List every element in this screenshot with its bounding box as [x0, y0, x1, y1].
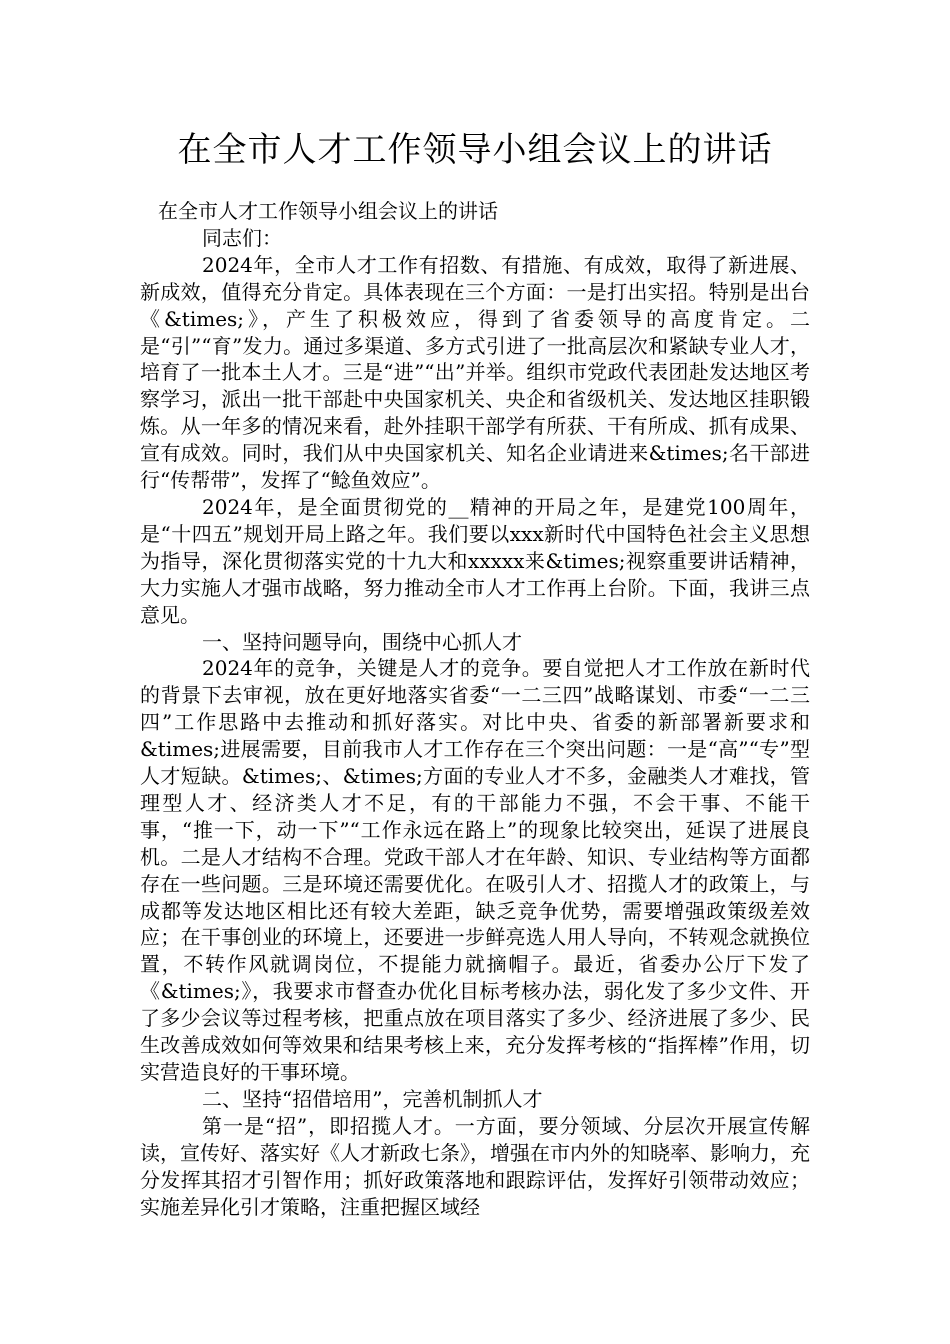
paragraph-goals-2024: 2024年，是全面贯彻党的__精神的开局之年，是建党100周年，是“十四五”规划开局上路之年。我们要以xxx新时代中国特色社会主义思想为指导，深化贯彻落实党的十九大和xxxxx来&times;视察重要讲话精神，大力实施人才强市战略，努力推动全市人才工作再上台阶。下面，我讲三点意见。: [140, 494, 810, 627]
paragraph-summary-2024: 2024年，全市人才工作有招数、有措施、有成效，取得了新进展、新成效，值得充分肯定。具体表现在三个方面：一是打出实招。特别是出台《&times;》，产生了积极效应，得到了省委领导的高度肯定。二是“引”“育”发力。通过多渠道、多方式引进了一批高层次和紧缺专业人才，培育了一批本土人才。三是“进”“出”并举。组织市党政代表团赴发达地区考察学习，派出一批干部赴中央国家机关、央企和省级机关、发达地区挂职锻炼。从一年多的情况来看，赴外挂职干部学有所获、干有所成、抓有成果、宣有成效。同时，我们从中央国家机关、知名企业请进来&times;名干部进行“传帮带”，发挥了“鲶鱼效应”。: [140, 252, 810, 493]
document-subtitle: 在全市人才工作领导小组会议上的讲话: [158, 199, 498, 223]
section-heading-2: 二、坚持“招借培用”，完善机制抓人才: [202, 1086, 543, 1111]
section-heading-1: 一、坚持问题导向，围绕中心抓人才: [202, 629, 522, 654]
greeting: 同志们：: [202, 225, 282, 250]
paragraph-section-2: 第一是“招”，即招揽人才。一方面，要分领域、分层次开展宣传解读，宣传好、落实好《人才新政七条》，增强在市内外的知晓率、影响力，充分发挥其招才引智作用；抓好政策落地和跟踪评估，发挥好引领带动效应；实施差异化引才策略，注重把握区域经: [140, 1113, 810, 1219]
paragraph-section-1: 2024年的竞争，关键是人才的竞争。要自觉把人才工作放在新时代的背景下去审视，放在更好地落实省委“一二三四”战略谋划、市委“一二三四”工作思路中去推动和抓好落实。对比中央、省委的新部署新要求和&times;进展需要，目前我市人才工作存在三个突出问题：一是“高”“专”型人才短缺。&times;、&times;方面的专业人才不多，金融类人才难找，管理型人才、经济类人才不足，有的干部能力不强，不会干事、不能干事，“推一下，动一下”“工作永远在路上”的现象比较突出，延误了进展良机。二是人才结构不合理。党政干部人才在年龄、知识、专业结构等方面都存在一些问题。三是环境还需要优化。在吸引人才、招揽人才的政策上，与成都等发达地区相比还有较大差距，缺乏竞争优势，需要增强政策级差效应；在干事创业的环境上，还要进一步鲜亮选人用人导向，不转观念就换位置，不转作风就调岗位，不提能力就摘帽子。最近，省委办公厅下发了《&times;》，我要求市督查办优化目标考核办法，弱化发了多少文件、开了多少会议等过程考核，把重点放在项目落实了多少、经济进展了多少、民生改善成效如何等效果和结果考核上来，充分发挥考核的“指挥棒”作用，切实营造良好的干事环境。: [140, 656, 810, 1084]
document-title: 在全市人才工作领导小组会议上的讲话: [177, 130, 773, 170]
document-body: [140, 198, 810, 1220]
